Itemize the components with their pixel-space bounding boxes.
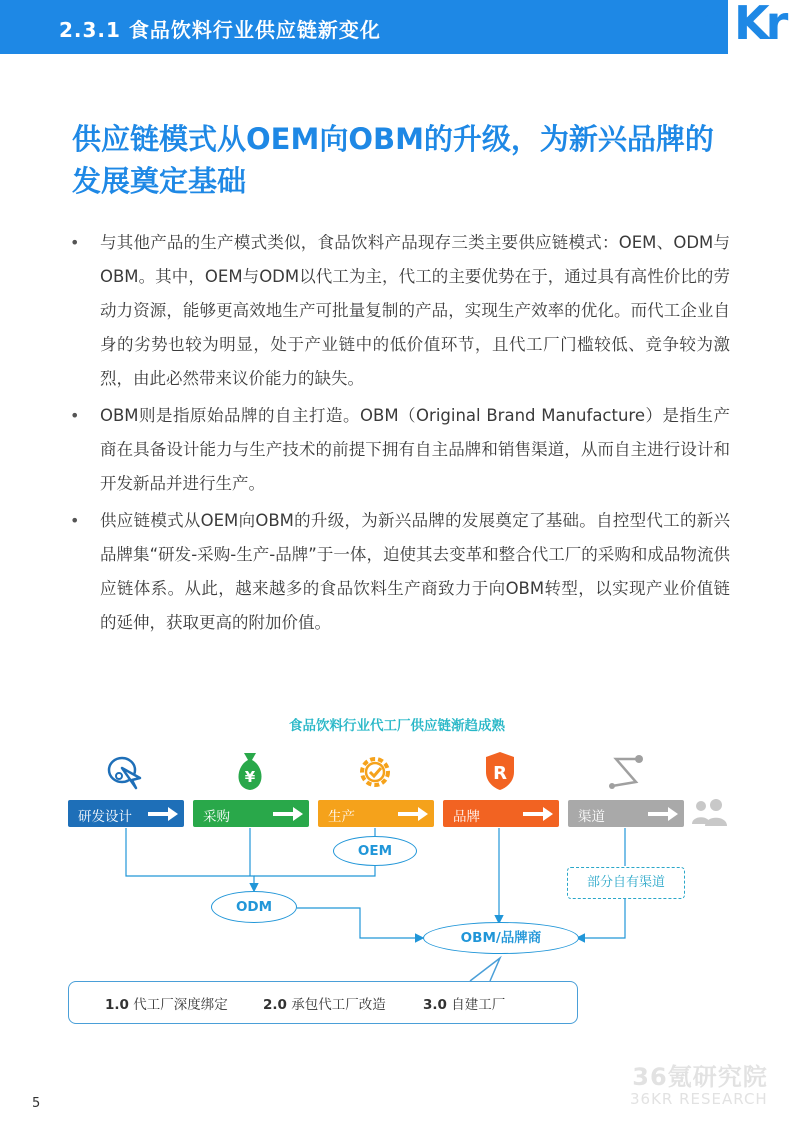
node-odm: ODM	[211, 891, 297, 923]
stage-brand	[443, 800, 559, 827]
stage-label: 研发设计	[78, 809, 132, 825]
stage-label: 品牌	[453, 809, 480, 825]
bullet-item	[70, 504, 730, 640]
diagram-title: 食品饮料行业代工厂供应链渐趋成熟	[289, 718, 505, 734]
section-title: 2.3.1 食品饮料行业供应链新变化	[59, 18, 381, 42]
stage-label: 生产	[328, 809, 355, 825]
watermark-cn: 36氪研究院	[632, 1063, 768, 1091]
evolution-num: 1.0	[105, 997, 129, 1013]
stage-label: 采购	[203, 809, 230, 825]
connector-partial-obm	[578, 898, 625, 938]
svg-text:R: R	[493, 763, 507, 784]
callout-pointer	[470, 958, 500, 981]
research-watermark	[630, 1057, 768, 1108]
page-number: 5	[32, 1096, 41, 1111]
bullet-text: OBM则是指原始品牌的自主打造。OBM（Original Brand Manufacture）是指生产商在具备设计能力与生产技术的前提下拥有自主品牌和销售渠道，从而自主进行设计和开发新品并进行生产。	[100, 406, 730, 493]
consumers-icon	[690, 796, 728, 834]
money-bag-icon	[232, 750, 268, 796]
logo-36: 36	[694, 4, 728, 32]
arrow-right-icon	[146, 804, 180, 824]
connector-odm-obm	[297, 908, 422, 938]
bullet-item	[70, 226, 730, 396]
brand-logo	[694, 2, 794, 52]
bullet-text: 供应链模式从OEM向OBM的升级，为新兴品牌的发展奠定了基础。自控型代工的新兴品牌集“研发-采购-生产-品牌”于一体，迫使其去变革和整合代工厂的采购和成品物流供应链体系。从此，越来越多的食品饮料生产商致力于向OBM转型，以实现产业价值链的延伸，获取更高的附加价值。	[100, 511, 730, 632]
gear-check-icon	[355, 752, 395, 796]
evolution-text: 自建工厂	[451, 997, 506, 1013]
bullet-text: 与其他产品的生产模式类似，食品饮料产品现存三类主要供应链模式：OEM、ODM与OBM。其中，OEM与ODM以代工为主，代工的主要优势在于，通过具有高性价比的劳动力资源，能够更高效地生产可批量复制的产品，实现生产效率的优化。而代工企业自身的劣势也较为明显，处于产业链中的低价值环节，且代工厂门槛较低、竞争较为激烈，由此必然带来议价能力的缺失。	[100, 233, 730, 388]
arrow-right-icon	[521, 804, 555, 824]
route-icon	[606, 752, 646, 796]
bullet-item	[70, 399, 730, 501]
arrow-right-icon	[396, 804, 430, 824]
evolution-text: 代工厂深度绑定	[133, 997, 228, 1013]
brand-badge-icon	[482, 750, 518, 796]
evolution-num: 3.0	[423, 997, 447, 1013]
evolution-item	[105, 993, 228, 1013]
evolution-box	[68, 981, 578, 1024]
stage-production	[318, 800, 434, 827]
watermark-en: 36KR RESEARCH	[630, 1090, 768, 1108]
evolution-text: 承包代工厂改造	[291, 997, 386, 1013]
section-header-bar	[0, 0, 728, 54]
evolution-item	[263, 993, 386, 1013]
connector-research-odm	[126, 828, 254, 890]
bullet-dot: •	[70, 406, 80, 425]
supply-chain-diagram	[0, 700, 794, 1040]
logo-kr: Kr	[734, 0, 785, 50]
node-obm: OBM/品牌商	[423, 922, 579, 954]
bullet-list	[70, 226, 730, 643]
research-icon	[106, 752, 146, 796]
stage-label: 渠道	[578, 809, 605, 825]
stage-channel	[568, 800, 684, 827]
page-title: 供应链模式从OEM向OBM的升级，为新兴品牌的发展奠定基础	[72, 122, 714, 198]
svg-text:¥: ¥	[244, 768, 256, 786]
stage-research	[68, 800, 184, 827]
evolution-item	[423, 993, 505, 1013]
stage-procurement	[193, 800, 309, 827]
bullet-dot: •	[70, 511, 80, 530]
bullet-dot: •	[70, 233, 80, 252]
arrow-right-icon	[646, 804, 680, 824]
evolution-num: 2.0	[263, 997, 287, 1013]
arrow-right-icon	[271, 804, 305, 824]
partial-channel-box: 部分自有渠道	[567, 867, 685, 899]
connector-oem-odm	[254, 866, 375, 876]
node-oem: OEM	[333, 836, 417, 866]
